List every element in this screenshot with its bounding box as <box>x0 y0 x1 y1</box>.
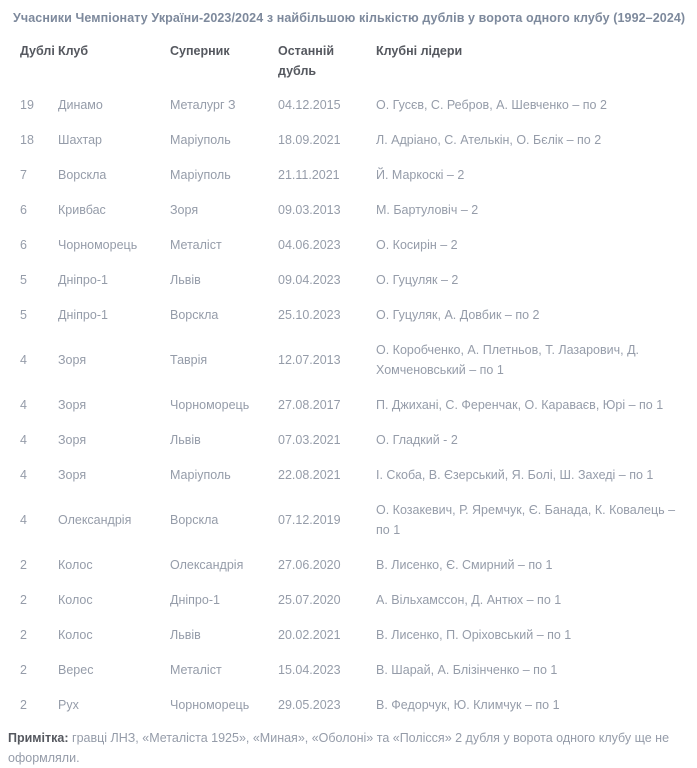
table-row <box>8 547 689 582</box>
cell-last-double: 21.11.2021 <box>278 167 340 182</box>
cell-club-leaders: О. Гладкий - 2 <box>376 432 458 447</box>
cell-club-leaders: О. Гуцуляк, А. Довбик – по 2 <box>376 307 540 322</box>
cell-last-double: 07.03.2021 <box>278 432 341 447</box>
cell-club: Колос <box>58 592 93 607</box>
col-header-club: Клуб <box>58 44 89 58</box>
cell-doubles: 2 <box>20 592 27 607</box>
header-row <box>8 35 689 87</box>
cell-club: Дніпро-1 <box>58 272 108 287</box>
cell-club: Дніпро-1 <box>58 307 108 322</box>
cell-club: Чорноморець <box>58 237 138 252</box>
cell-opponent: Ворскла <box>170 512 219 527</box>
cell-doubles: 6 <box>20 237 27 252</box>
cell-club: Кривбас <box>58 202 106 217</box>
cell-doubles: 5 <box>20 307 27 322</box>
cell-club-leaders: М. Бартуловіч – 2 <box>376 202 479 217</box>
cell-opponent: Маріуполь <box>170 467 231 482</box>
cell-opponent: Дніпро-1 <box>170 592 220 607</box>
cell-club: Зоря <box>58 352 87 367</box>
table-row <box>8 617 689 652</box>
cell-club: Колос <box>58 557 93 572</box>
cell-opponent: Таврія <box>170 352 208 367</box>
cell-last-double: 29.05.2023 <box>278 697 341 712</box>
table-row <box>8 387 689 422</box>
cell-doubles: 2 <box>20 627 27 642</box>
cell-doubles: 4 <box>20 397 27 412</box>
col-header-club-leaders: Клубні лідери <box>376 44 463 58</box>
note-text: гравці ЛНЗ, «Металіста 1925», «Миная», «Оболоні» та «Полісся» 2 дубля у ворота одного клубу ще не оформляли. <box>8 731 670 765</box>
cell-opponent: Львів <box>170 272 201 287</box>
cell-last-double: 18.09.2021 <box>278 132 341 147</box>
cell-club: Колос <box>58 627 93 642</box>
cell-doubles: 4 <box>20 432 27 447</box>
cell-doubles: 18 <box>20 132 34 147</box>
cell-club-leaders: В. Шарай, А. Блізінченко – по 1 <box>376 662 558 677</box>
table-row <box>8 87 689 122</box>
cell-last-double: 25.10.2023 <box>278 307 341 322</box>
cell-club: Зоря <box>58 467 87 482</box>
cell-club: Шахтар <box>58 132 103 147</box>
cell-opponent: Маріуполь <box>170 132 231 147</box>
table-row <box>8 227 689 262</box>
cell-last-double: 12.07.2013 <box>278 352 341 367</box>
cell-club: Олександрія <box>58 512 132 527</box>
cell-opponent: Металіст <box>170 237 222 252</box>
table-row <box>8 422 689 457</box>
cell-club: Ворскла <box>58 167 107 182</box>
cell-club: Зоря <box>58 397 87 412</box>
cell-opponent: Маріуполь <box>170 167 231 182</box>
table-row <box>8 297 689 332</box>
cell-last-double: 27.08.2017 <box>278 397 341 412</box>
cell-last-double: 20.02.2021 <box>278 627 341 642</box>
cell-club-leaders: О. Гусєв, С. Ребров, А. Шевченко – по 2 <box>376 97 607 112</box>
cell-opponent: Олександрія <box>170 557 244 572</box>
cell-club-leaders: І. Скоба, В. Єзерський, Я. Болі, Ш. Захеді – по 1 <box>376 467 654 482</box>
cell-doubles: 5 <box>20 272 27 287</box>
cell-opponent: Ворскла <box>170 307 219 322</box>
cell-opponent: Чорноморець <box>170 397 250 412</box>
cell-opponent: Металіст <box>170 662 222 677</box>
table-row <box>8 332 689 387</box>
cell-last-double: 15.04.2023 <box>278 662 341 677</box>
table-row <box>8 687 689 722</box>
cell-doubles: 7 <box>20 167 27 182</box>
cell-last-double: 27.06.2020 <box>278 557 341 572</box>
cell-doubles: 2 <box>20 557 27 572</box>
cell-club-leaders: О. Гуцуляк – 2 <box>376 272 459 287</box>
cell-club-leaders: А. Вільхамссон, Д. Антюх – по 1 <box>376 592 562 607</box>
note-label: Примітка: <box>8 731 69 745</box>
col-header-last-double: Останній дубль <box>278 44 335 78</box>
table-row <box>8 582 689 617</box>
col-header-opponent: Суперник <box>170 44 230 58</box>
cell-club-leaders: В. Лисенко, Є. Смирний – по 1 <box>376 557 553 572</box>
doubles-stats-table <box>8 35 689 722</box>
cell-opponent: Зоря <box>170 202 199 217</box>
table-row <box>8 457 689 492</box>
cell-last-double: 04.06.2023 <box>278 237 341 252</box>
table-header <box>8 35 689 87</box>
cell-doubles: 4 <box>20 512 27 527</box>
cell-last-double: 07.12.2019 <box>278 512 341 527</box>
note <box>8 728 689 768</box>
cell-doubles: 4 <box>20 467 27 482</box>
cell-club-leaders: В. Лисенко, П. Оріховський – по 1 <box>376 627 572 642</box>
cell-doubles: 6 <box>20 202 27 217</box>
cell-opponent: Металург З <box>170 97 236 112</box>
cell-club-leaders: Й. Маркоскі – 2 <box>376 167 465 182</box>
cell-club-leaders: О. Косирін – 2 <box>376 237 458 252</box>
col-header-doubles: Дублі <box>20 44 55 58</box>
page-title: Учасники Чемпіонату України-2023/2024 з найбільшою кількістю дублів у ворота одного клубу (1992–2024) <box>13 11 686 25</box>
cell-club: Верес <box>58 662 94 677</box>
table-row <box>8 157 689 192</box>
cell-doubles: 19 <box>20 97 34 112</box>
cell-opponent: Чорноморець <box>170 697 250 712</box>
cell-club: Рух <box>58 697 79 712</box>
cell-last-double: 04.12.2015 <box>278 97 341 112</box>
cell-opponent: Львів <box>170 627 201 642</box>
cell-doubles: 2 <box>20 697 27 712</box>
cell-club-leaders: В. Федорчук, Ю. Климчук – по 1 <box>376 697 560 712</box>
table-row <box>8 262 689 297</box>
cell-club-leaders: Л. Адріано, С. Ателькін, О. Бєлік – по 2 <box>376 132 602 147</box>
cell-club-leaders: П. Джихані, С. Ференчак, О. Караваєв, Юрі – по 1 <box>376 397 664 412</box>
table-row <box>8 192 689 227</box>
cell-club-leaders: О. Коробченко, А. Плетньов, Т. Лазарович, Д. Хомченовський – по 1 <box>376 342 640 377</box>
cell-club: Динамо <box>58 97 103 112</box>
table-row <box>8 492 689 547</box>
cell-last-double: 09.03.2013 <box>278 202 341 217</box>
cell-last-double: 09.04.2023 <box>278 272 341 287</box>
cell-doubles: 4 <box>20 352 27 367</box>
table-body <box>8 87 689 722</box>
cell-opponent: Львів <box>170 432 201 447</box>
table-row <box>8 652 689 687</box>
table-row <box>8 122 689 157</box>
cell-club-leaders: О. Козакевич, Р. Яремчук, Є. Банада, К. Ковалець – по 1 <box>376 502 676 537</box>
cell-last-double: 22.08.2021 <box>278 467 341 482</box>
cell-club: Зоря <box>58 432 87 447</box>
cell-last-double: 25.07.2020 <box>278 592 341 607</box>
cell-doubles: 2 <box>20 662 27 677</box>
